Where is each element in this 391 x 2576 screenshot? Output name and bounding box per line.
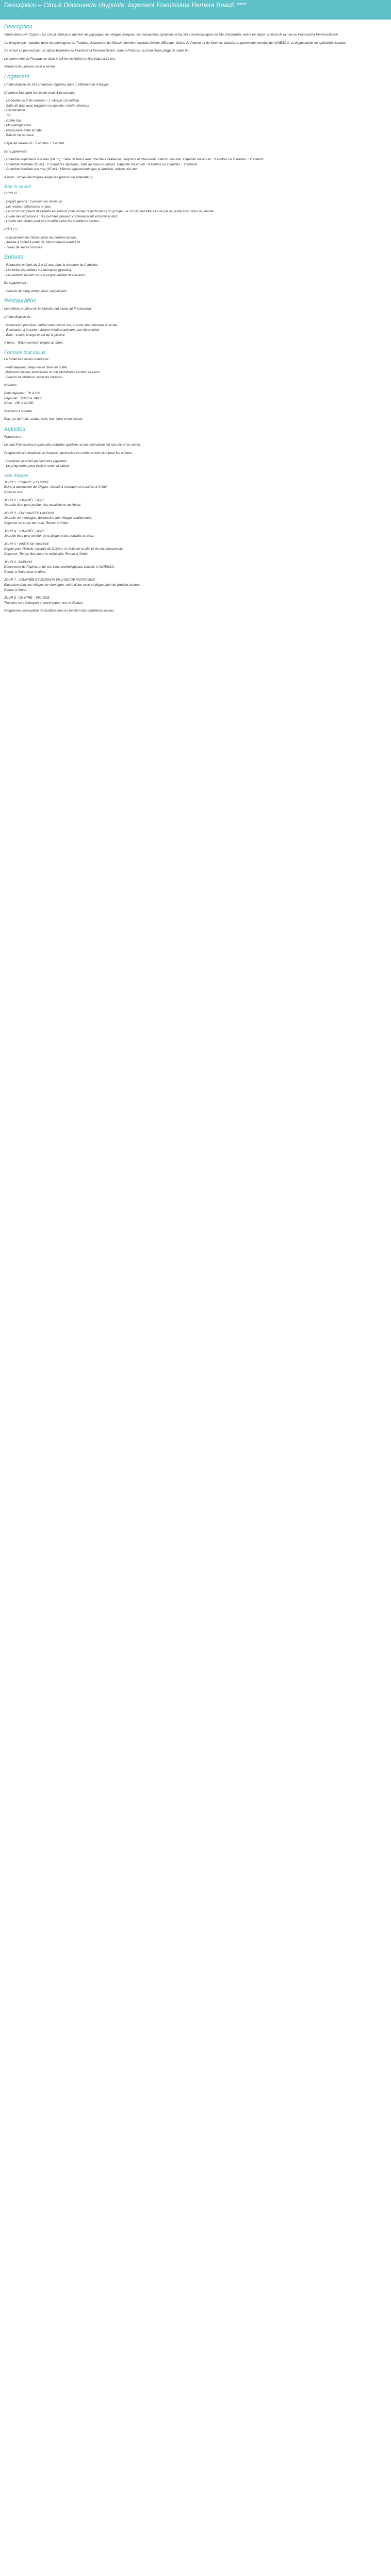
day-line: Retour à l'hôtel pour le dîner. bbox=[4, 570, 46, 574]
dining-list bbox=[4, 323, 387, 338]
list-item: - Départ garanti : 2 personnes minimum bbox=[4, 200, 62, 204]
day-line: Départ pour Nicosie, capitale de Chypre, et visite de la ville et de ses monuments. bbox=[4, 547, 124, 551]
itinerary-section bbox=[4, 473, 387, 614]
list-item: - Service de baby-sitting, avec supplément. bbox=[4, 289, 68, 293]
list-item: - Bars : snack, lounge et bar de la piscine. bbox=[4, 333, 66, 337]
activities-heading: Activités bbox=[4, 426, 25, 432]
day-title: JOUR 1 : FRANCE – CHYPRE bbox=[4, 480, 50, 484]
day-line: Envol à destination de Chypre. Accueil à l'aéroport et transfert à l'hôtel. bbox=[4, 485, 108, 489]
day-line: Retour à l'hôtel. bbox=[4, 588, 27, 592]
dining-heading: Restauration bbox=[4, 298, 37, 304]
list-item: - Chambre supérieure vue mer (24 m²) : Salle de bains avec douche à l'italienne, peignoirs et chaussons. Balcon vue mer. Capacité maximum : 3 adultes ou 2 adultes + 2 enfants. bbox=[4, 158, 265, 162]
circuit-list bbox=[4, 199, 387, 224]
room-features-list bbox=[4, 98, 387, 138]
itinerary-footer: Programme susceptible de modifications en fonction des conditions locales. bbox=[4, 609, 115, 613]
day-line: Excursion dans les villages de montagne, visite d'une cave et dégustation de produits locaux. bbox=[4, 583, 140, 587]
itinerary-day bbox=[4, 596, 387, 605]
day-line: Déjeuner. Temps libre dans la vieille ville. Retour à l'hôtel. bbox=[4, 552, 89, 556]
itinerary-day bbox=[4, 529, 387, 539]
list-item: - Les enfants restent sous la responsabilité des parents. bbox=[4, 273, 86, 277]
dining-note: A noter : Tenue correcte exigée au dîner. bbox=[4, 341, 64, 345]
children-supp-list bbox=[4, 289, 387, 294]
logement-equip-title: En supplément : bbox=[4, 149, 28, 154]
day-title: JOUR 2 : JOURNÉE LIBRE bbox=[4, 498, 45, 502]
list-item: - Les visites référencées en bus bbox=[4, 205, 51, 209]
list-item: - Coffre-fort bbox=[4, 118, 21, 123]
logement-note: A noter : Prises électriques anglaises (prévoir un adaptateur). bbox=[4, 175, 94, 179]
itinerary-heading: Vos étapes bbox=[4, 472, 29, 479]
list-item: - Arrivée à l'hôtel à partir de 14h et départ avant 12h. bbox=[4, 241, 82, 245]
list-item: - Nécessaire à thé et café bbox=[4, 128, 42, 132]
list-item: - Le programme peut évoluer selon la saison. bbox=[4, 464, 71, 468]
drinks-text: Eau, jus de fruits, sodas, café, thé, bière et vin locaux. bbox=[4, 417, 84, 421]
list-item: - Taxes de séjour incluses. bbox=[4, 245, 43, 249]
list-item: - Boissons locales alcoolisées et non alcoolisées servies au verre bbox=[4, 370, 100, 375]
day-line: Découverte de Paphos et de ses sites archéologiques classés à l'UNESCO. bbox=[4, 565, 115, 569]
activities-title: Framissima : bbox=[4, 435, 23, 439]
children-heading: Enfants bbox=[4, 254, 24, 261]
itinerary-day bbox=[4, 560, 387, 575]
day-line: Journée en montagne, découverte des villages traditionnels. bbox=[4, 516, 92, 520]
list-item: - Snacks et collations selon les horaires bbox=[4, 375, 62, 379]
logement-section bbox=[4, 74, 387, 180]
list-item: - Réduction enfants de 2 à 12 ans dans la chambre de 2 adultes. bbox=[4, 263, 99, 267]
list-item: - Climatisation bbox=[4, 109, 25, 113]
children-section bbox=[4, 254, 387, 294]
list-item: Dîner : 19h à 21h30 bbox=[4, 401, 34, 405]
all-inclusive-list bbox=[4, 365, 387, 380]
list-item: - Le circuit comprend des trajets en autocar pour plusieurs participants du groupe. Le circuit peut être assuré par un guide local selon la période. bbox=[4, 210, 215, 214]
all-inclusive-heading: Formule tout inclus bbox=[4, 349, 46, 355]
list-item: - Chambre familiale vue mer (35 m²) : Mêmes équipements que la familiale, balcon vue mer. bbox=[4, 167, 139, 172]
activities-paragraph: Le club Framissima propose des activités sportives et des animations en journée et en soirée. bbox=[4, 443, 141, 447]
itinerary-day bbox=[4, 480, 387, 495]
good-to-know-section bbox=[4, 184, 387, 250]
day-title: JOUR 8 : CHYPRE – FRANCE bbox=[4, 596, 50, 600]
list-item: - Classement des hôtels selon les normes locales. bbox=[4, 235, 78, 240]
day-title: JOUR 4 : JOURNÉE LIBRE bbox=[4, 529, 45, 533]
room-upgrades-list bbox=[4, 157, 387, 172]
list-item: - Restaurant à la carte : cuisine méditerranéenne, sur réservation. bbox=[4, 328, 101, 332]
children-supp-title: En supplément : bbox=[4, 281, 28, 285]
day-title: JOUR 3 : ENCHANTED LADDON bbox=[4, 511, 54, 515]
dining-list-title: L'hôtel dispose de : bbox=[4, 315, 32, 319]
list-item: - Petit-déjeuner, déjeuner et dîner en buffet bbox=[4, 365, 67, 369]
list-item: Déjeuner : 12h30 à 14h30 bbox=[4, 396, 42, 400]
hotels-list bbox=[4, 235, 387, 250]
list-item: - Restaurant principal : buffet varié midi et soir, cuisine internationale et locale. bbox=[4, 323, 118, 327]
description-paragraph: Le centre-ville de Protaras se situe à 4,5 km de l'hôtel et Ayia Napa à 12 km. bbox=[4, 57, 116, 61]
logement-intro: L'hôtel dispose de 253 chambres réparties dans 1 bâtiment de 4 étages. bbox=[4, 82, 110, 87]
list-item: - L'ordre des visites peut être modifié selon les conditions locales. bbox=[4, 219, 100, 224]
list-item: - Salle de bain avec baignoire ou douche / sèche-cheveux bbox=[4, 104, 89, 108]
day-title: JOUR 5 : VISITE DE NICOSIE bbox=[4, 542, 50, 546]
page-banner bbox=[0, 0, 391, 20]
list-item: - Chambre familiale (35 m²) : 2 chambres séparées, salle de bains et balcon. Capacité maximum : 4 adultes ou 2 adultes + 2 enfants. bbox=[4, 162, 199, 166]
activities-notes bbox=[4, 459, 387, 469]
logement-heading: Logement bbox=[4, 73, 29, 80]
description-paragraph: Au programme : balades dans les montagnes du Troodos, découverte de Nicosie, dernière capitale divisée d'Europe, visites de Paphos et de Kourion, classés au patrimoine mondial de l'UNESCO, et dégustations de spécialités locales. bbox=[4, 41, 347, 45]
description-paragraph: Ce circuit se poursuit par un séjour balnéaire au Framissima Pernera Beach, situé à Protaras, au bord d'une plage de sable fin. bbox=[4, 49, 190, 53]
day-title: JOUR 6 : PAPHOS bbox=[4, 560, 32, 564]
list-item: - Lit double ou 2 lits simples + 1 canapé convertible bbox=[4, 99, 79, 103]
day-line: Transfert vers l'aéroport et envol retour vers la France. bbox=[4, 601, 84, 605]
itinerary-day bbox=[4, 498, 387, 508]
hotels-title: HÔTELS : bbox=[4, 228, 20, 232]
description-heading: Description bbox=[4, 24, 33, 30]
list-item: Petit-déjeuner : 7h à 10h bbox=[4, 391, 40, 395]
list-item: - TV bbox=[4, 113, 11, 117]
list-item: - Lits bébé disponibles sur demande (gratuits). bbox=[4, 268, 72, 272]
drinks-title: Boissons à volonté : bbox=[4, 409, 34, 413]
hours-title: Horaires : bbox=[4, 383, 19, 387]
all-inclusive-section bbox=[4, 350, 387, 422]
description-paragraph: Aéroport de Larnaca situé à 65 km. bbox=[4, 65, 56, 69]
day-line: Déjeuner en cours de route. Retour à l'hôtel. bbox=[4, 521, 69, 525]
description-section bbox=[4, 24, 387, 70]
itinerary-day bbox=[4, 542, 387, 557]
circuit-title: CIRCUIT : bbox=[4, 192, 20, 196]
day-line: Dîner et nuit. bbox=[4, 490, 23, 495]
good-to-know-heading: Bon à savoir bbox=[4, 184, 31, 190]
activities-paragraph: Programme d'animations en français, spectacles en soirée et mini-club pour les enfants. bbox=[4, 451, 133, 455]
day-line: Journée libre pour profiter des installations de l'hôtel. bbox=[4, 503, 82, 507]
itinerary-day bbox=[4, 578, 387, 592]
day-title: JOUR 7 : JOURNÉE EXCURSION VILLAGE DE MONTAGNE bbox=[4, 578, 95, 582]
all-inclusive-intro: Le forfait tout inclus comprend : bbox=[4, 357, 51, 361]
list-item: - Balcon ou terrasse bbox=[4, 133, 34, 138]
day-line: Journée libre pour profiter de la plage et des activités du club. bbox=[4, 534, 94, 538]
description-paragraph: Venez découvrir Chypre ! Un circuit idéal pour admirer les paysages, les villages typiques, les monastères byzantins et les sites archéologiques de l'île d'Aphrodite, avant un séjour au bord de la mer au Framissima Pernera Beach. bbox=[4, 33, 339, 37]
page-title: Description – Circuit Découverte chypriote, logement Framissima Pernera Beach **** bbox=[4, 2, 247, 9]
hours-list bbox=[4, 391, 387, 406]
itinerary-day bbox=[4, 511, 387, 526]
logement-capacity: Capacité maximum : 2 adultes + 1 enfant. bbox=[4, 141, 66, 145]
activities-section bbox=[4, 426, 387, 469]
dining-intro: Les clients profitent de la formule tout inclus au Framissima. bbox=[4, 307, 92, 311]
dining-section bbox=[4, 298, 387, 346]
list-item: - Certaines activités peuvent être payantes. bbox=[4, 459, 68, 463]
list-item: - Durée des excursions : les journées peuvent commencer tôt et terminer tard. bbox=[4, 214, 118, 218]
list-item: - Mini-réfrigérateur bbox=[4, 124, 31, 128]
children-list bbox=[4, 263, 387, 278]
main-content bbox=[0, 24, 391, 614]
logement-sub: Chambre Standard vue jardin (max 3 personnes) bbox=[4, 91, 76, 95]
